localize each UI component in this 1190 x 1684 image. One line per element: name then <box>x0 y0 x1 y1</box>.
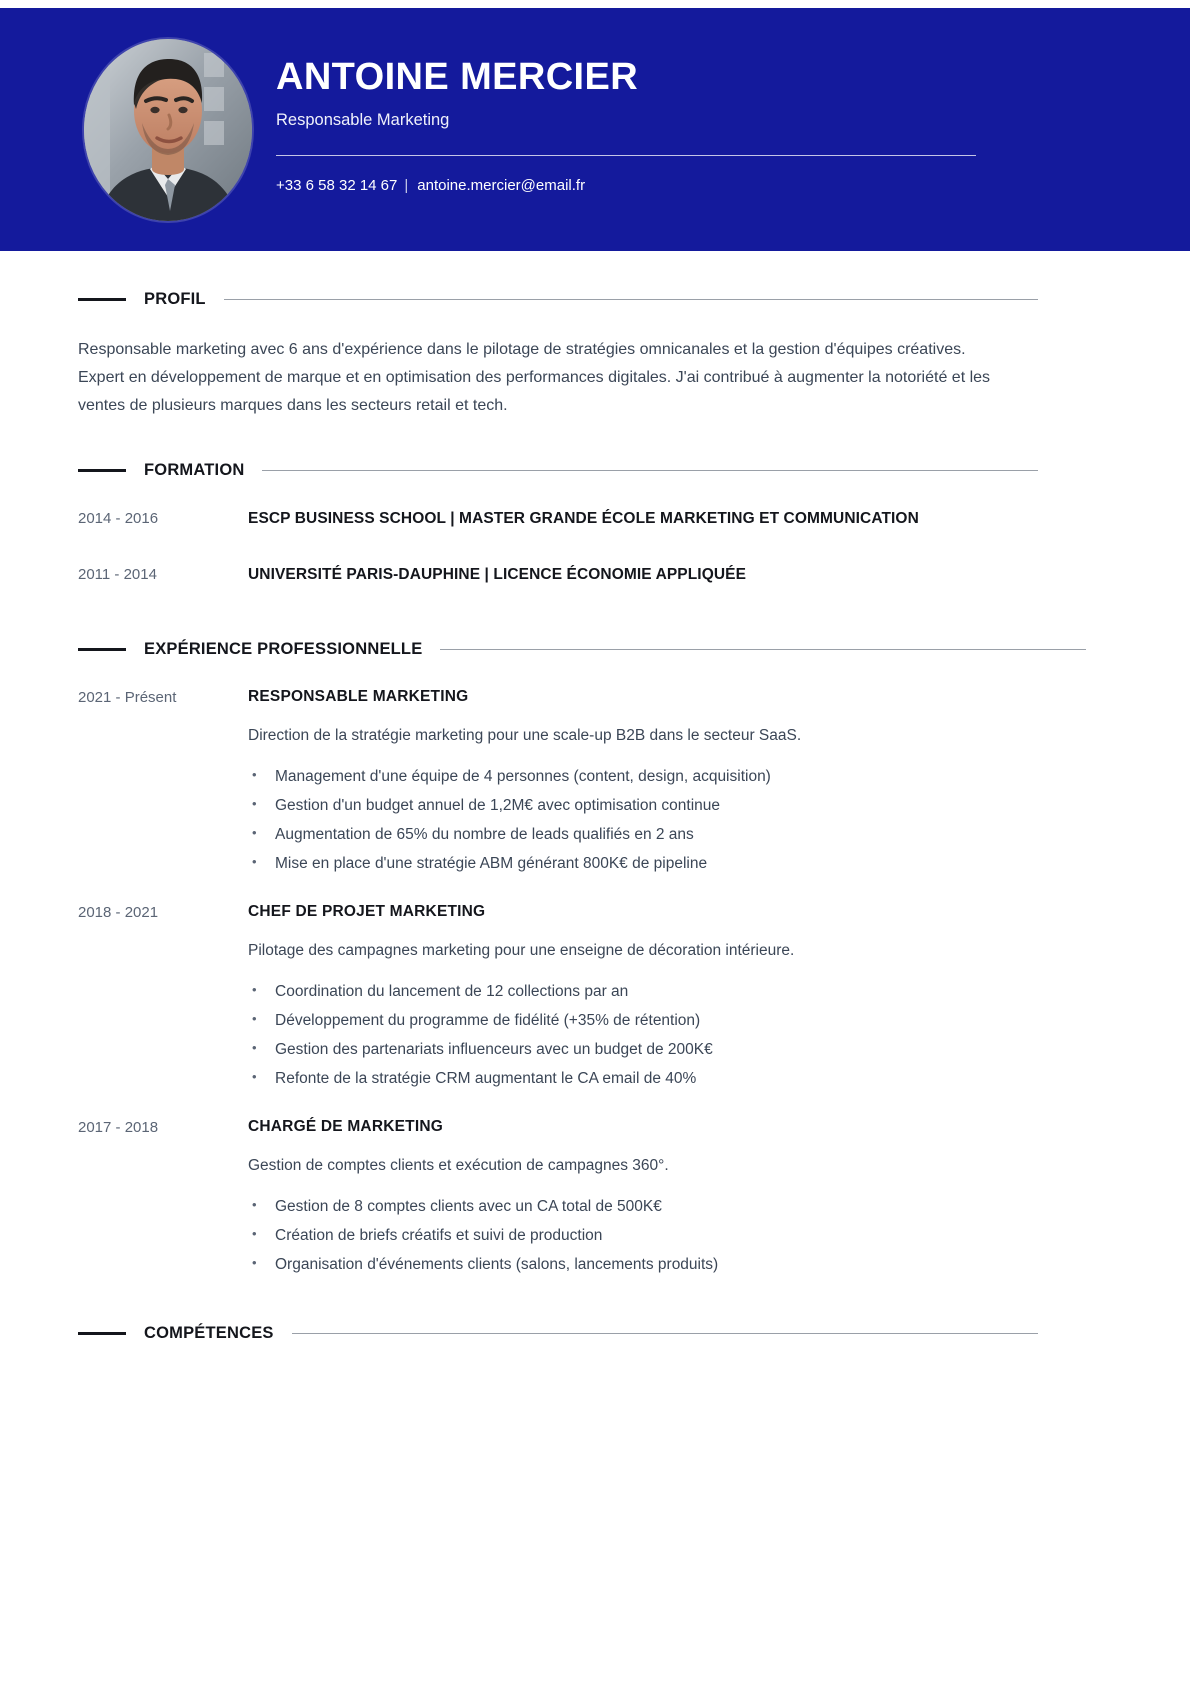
education-entry <box>78 562 1028 587</box>
experience-description: Pilotage des campagnes marketing pour une enseigne de décoration intérieure. <box>248 942 795 959</box>
list-item: • Gestion d'un budget annuel de 1,2M€ avec optimisation continue <box>248 791 1028 820</box>
experience-body <box>248 900 1028 1093</box>
section-rule <box>440 649 1086 650</box>
section-dash-icon <box>78 469 126 472</box>
section-rule <box>262 470 1038 471</box>
section-title-experience: EXPÉRIENCE PROFESSIONNELLE <box>144 639 423 658</box>
list-item: • Mise en place d'une stratégie ABM générant 800K€ de pipeline <box>248 849 1028 878</box>
experience-body <box>248 1115 1028 1279</box>
experience-entry <box>78 900 1028 1093</box>
contact-line <box>276 176 585 196</box>
list-item: • Augmentation de 65% du nombre de leads qualifiés en 2 ans <box>248 820 1028 849</box>
experience-title: RESPONSABLE MARKETING <box>248 688 469 705</box>
experience-body <box>248 685 1028 878</box>
section-header-competences <box>78 1323 1038 1343</box>
experience-entry <box>78 1115 1028 1279</box>
list-item: • Création de briefs créatifs et suivi de production <box>248 1221 1028 1250</box>
experience-title: CHARGÉ DE MARKETING <box>248 1118 443 1135</box>
list-item: • Développement du programme de fidélité (+35% de rétention) <box>248 1006 1028 1035</box>
experience-bullet-list <box>248 1192 1028 1279</box>
page-title: ANTOINE MERCIER <box>276 56 639 98</box>
job-subtitle: Responsable Marketing <box>276 111 450 129</box>
contact-separator: | <box>404 177 409 194</box>
education-title: UNIVERSITÉ PARIS-DAUPHINE | LICENCE ÉCONOMIE APPLIQUÉE <box>248 566 747 583</box>
list-item: • Refonte de la stratégie CRM augmentant le CA email de 40% <box>248 1064 1028 1093</box>
experience-dates: 2018 - 2021 <box>78 904 159 921</box>
section-header-profil <box>78 289 1038 309</box>
experience-description: Direction de la stratégie marketing pour une scale-up B2B dans le secteur SaaS. <box>248 727 802 744</box>
resume-header <box>0 8 1190 251</box>
experience-entry <box>78 685 1028 878</box>
header-divider <box>276 155 976 156</box>
experience-bullet-list <box>248 977 1028 1093</box>
avatar <box>84 39 252 221</box>
section-header-experience <box>78 639 1086 659</box>
section-title-profil: PROFIL <box>144 289 206 308</box>
list-item: • Organisation d'événements clients (salons, lancements produits) <box>248 1250 1028 1279</box>
phone-text: +33 6 58 32 14 67 <box>276 177 398 194</box>
section-rule <box>224 299 1038 300</box>
header-text-block <box>276 54 1036 130</box>
experience-dates: 2021 - Présent <box>78 689 177 706</box>
section-title-competences: COMPÉTENCES <box>144 1323 274 1342</box>
section-header-formation <box>78 460 1038 480</box>
experience-dates: 2017 - 2018 <box>78 1119 159 1136</box>
section-title-formation: FORMATION <box>144 460 245 479</box>
list-item: • Gestion des partenariats influenceurs avec un budget de 200K€ <box>248 1035 1028 1064</box>
email-text: antoine.mercier@email.fr <box>417 177 586 194</box>
list-item: • Gestion de 8 comptes clients avec un CA total de 500K€ <box>248 1192 1028 1221</box>
section-dash-icon <box>78 298 126 301</box>
education-dates: 2014 - 2016 <box>78 510 159 527</box>
profil-paragraph: Responsable marketing avec 6 ans d'expérience dans le pilotage de stratégies omnicanales et la gestion d'équipes créatives. Expert en développement de marque et en optimisation des performances digitales. J'ai contribué à augmenter la notoriété et les ventes de plusieurs marques dans les secteurs retail et tech. <box>78 341 991 414</box>
education-title: ESCP BUSINESS SCHOOL | MASTER GRANDE ÉCOLE MARKETING ET COMMUNICATION <box>248 510 919 527</box>
experience-description: Gestion de comptes clients et exécution de campagnes 360°. <box>248 1157 669 1174</box>
section-rule <box>292 1333 1038 1334</box>
portrait-photo-icon <box>84 39 252 221</box>
education-dates: 2011 - 2014 <box>78 566 157 583</box>
section-dash-icon <box>78 648 126 651</box>
list-item: • Management d'une équipe de 4 personnes (content, design, acquisition) <box>248 762 1028 791</box>
list-item: • Coordination du lancement de 12 collections par an <box>248 977 1028 1006</box>
education-entry <box>78 506 1028 531</box>
experience-bullet-list <box>248 762 1028 878</box>
experience-title: CHEF DE PROJET MARKETING <box>248 903 486 920</box>
section-dash-icon <box>78 1332 126 1335</box>
